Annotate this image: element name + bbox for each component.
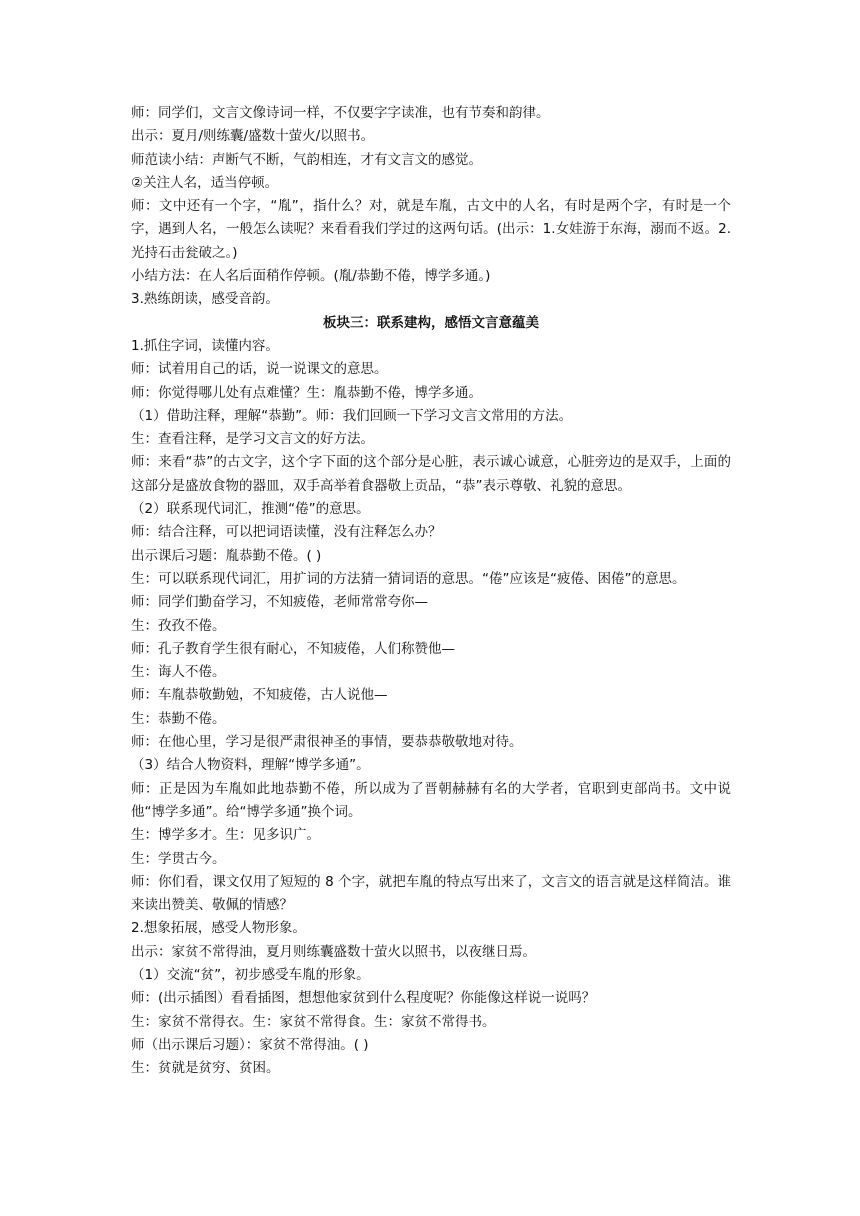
text-line: 生：孜孜不倦。 [131, 617, 226, 634]
text-line: ②关注人名，适当停顿。 [131, 174, 279, 191]
text-line: 出示课后习题：胤恭勤不倦。( ) [131, 547, 322, 564]
text-line: 师：同学们勤奋学习，不知疲倦，老师常常夸你— [131, 594, 428, 611]
text-line: 师：结合注释，可以把词语读懂，没有注释怎么办？ [131, 524, 442, 541]
text-line: 小结方法：在人名后面稍作停顿。(胤/恭勤不倦，博学多通。) [131, 268, 491, 285]
text-line: 师：车胤恭敬勤勉，不知疲倦，古人说他— [131, 687, 388, 704]
text-line: 师：孔子教育学生很有耐心，不知疲倦，人们称赞他— [131, 640, 455, 657]
text-line: 生：家贫不常得衣。生：家贫不常得食。生：家贫不常得书。 [131, 1013, 496, 1030]
text-paragraph: 生：可以联系现代词汇，用扩词的方法猜一猜词语的意思。“倦”应该是“疲倦、困倦”的意思。 [131, 570, 686, 587]
text-line: 出示：夏月/则练囊/盛数十萤火/以照书。 [131, 128, 375, 145]
text-line: 生：诲人不倦。 [131, 664, 226, 681]
text-line: （1）交流“贫”，初步感受车胤的形象。 [131, 966, 370, 983]
text-line: 师（出示课后习题）：家贫不常得油。( ) [131, 1036, 369, 1053]
text-paragraph: 师：你们看，课文仅用了短短的 8 个字，就把车胤的特点写出来了，文言文的语言就是这样简洁。谁来读出赞美、敬佩的情感？ [131, 873, 731, 914]
text-line: 2.想象拓展，感受人物形象。 [131, 920, 306, 937]
text-line: 师：同学们，文言文像诗词一样，不仅要字字读准，也有节奏和韵律。 [131, 105, 550, 121]
text-line: 1.抓住字词，读懂内容。 [131, 337, 279, 354]
text-line: 师：你觉得哪儿处有点难懂？生：胤恭勤不倦，博学多通。 [131, 384, 482, 401]
text-line: （2）联系现代词汇，推测“倦”的意思。 [131, 501, 370, 518]
section-heading: 板块三：联系建构，感悟文言意蕴美 [323, 314, 539, 331]
text-line: 3.熟练朗读，感受音韵。 [131, 291, 279, 308]
text-line: 师：试着用自己的话，说一说课文的意思。 [131, 361, 388, 378]
text-line: 生：学贯古今。 [131, 850, 226, 867]
text-paragraph: 师：正是因为车胤如此地恭勤不倦，所以成为了晋朝赫赫有名的大学者，官职到吏部尚书。文中说他“博学多通”。给“博学多通”换个词。 [131, 780, 731, 820]
text-line: 师范读小结：声断气不断，气韵相连，才有文言文的感觉。 [131, 151, 482, 168]
text-line: 生：查看注释，是学习文言文的好方法。 [131, 431, 374, 448]
text-paragraph: 师：文中还有一个字，“胤”，指什么？对，就是车胤，古文中的人名，有时是两个字，有时是一个字，遇到人名，一般怎么读呢？来看看我们学过的这两句话。(出示：1.女娃游于东海，溺而不返。2.光持石击瓮破之。) [131, 198, 731, 261]
text-line: （3）结合人物资料，理解“博学多通”。 [131, 757, 370, 774]
text-line: 师：(出示插图）看看插图，想想他家贫到什么程度呢？你能像这样说一说吗？ [131, 990, 596, 1007]
text-paragraph: 师：来看“恭”的古文字，这个字下面的这个部分是心脏，表示诚心诚意，心脏旁边的是双手，上面的这部分是盛放食物的器皿，双手高举着食器敬上贡品，“恭”表示尊敬、礼貌的意思。 [131, 454, 731, 494]
text-line: 生：博学多才。生：见多识广。 [131, 827, 320, 844]
text-line: （1）借助注释，理解“恭勤”。师：我们回顾一下学习文言文常用的方法。 [131, 407, 573, 424]
text-line: 师：在他心里，学习是很严肃很神圣的事情，要恭恭敬敬地对待。 [131, 734, 523, 751]
text-line: 生：贫就是贫穷、贫困。 [131, 1060, 280, 1077]
text-line: 生：恭勤不倦。 [131, 710, 226, 727]
document-body [131, 102, 731, 1080]
text-line: 出示：家贫不常得油，夏月则练囊盛数十萤火以照书，以夜继日焉。 [131, 943, 536, 960]
